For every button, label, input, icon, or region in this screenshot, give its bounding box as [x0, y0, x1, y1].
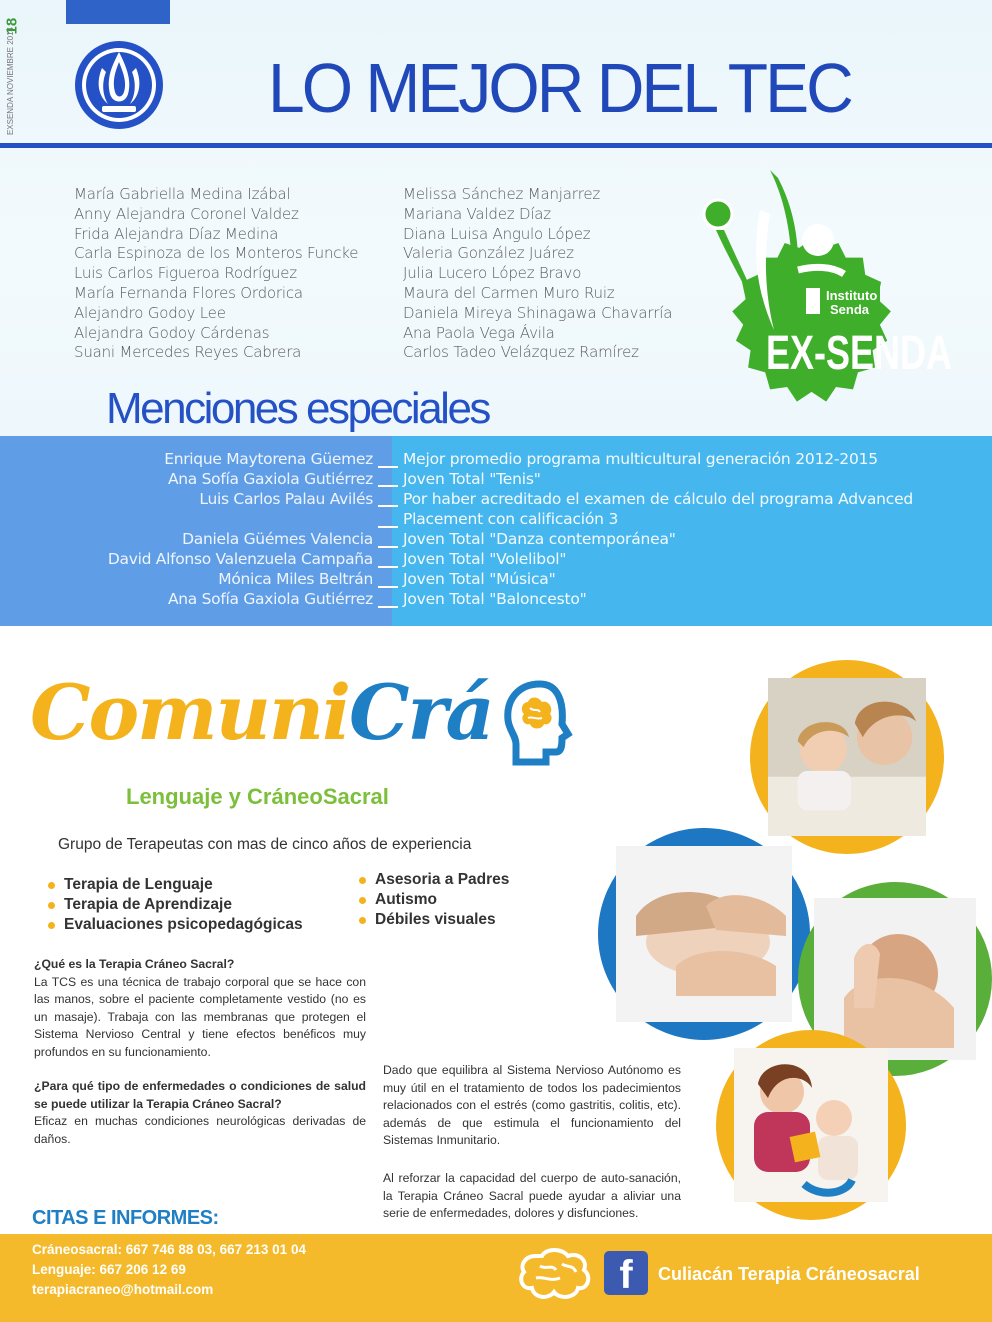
honor-name: Frida Alejandra Díaz Medina: [74, 224, 279, 243]
mention-dash: [378, 586, 398, 588]
logo-part-1: Comuni: [30, 668, 349, 757]
honor-name: Carla Espinoza de los Monteros Funcke: [74, 244, 359, 263]
mention-dash: [378, 466, 398, 468]
service-item: [359, 910, 509, 930]
experience-line: Grupo de Terapeutas con mas de cinco años de experiencia: [58, 836, 472, 853]
honor-name: María Gabriella Medina Izábal: [74, 185, 291, 203]
mention-award: Mejor promedio programa multicultural generación 2012-2015: [403, 450, 878, 468]
faq-what-is: [34, 956, 366, 1061]
menciones-band: [0, 436, 992, 626]
mention-dash: [378, 485, 398, 487]
ad-subtitle: Lenguaje y CráneoSacral: [126, 784, 389, 809]
mention-award: Joven Total "Música": [403, 570, 556, 588]
photo-mother-baby-toy: [716, 1030, 906, 1220]
side-caption: EXSENDA NOVIEMBRE 2014: [6, 26, 15, 136]
top-blue-tab: [66, 0, 170, 24]
photo-mother-child: [750, 660, 944, 854]
mention-name: Ana Sofía Gaxiola Gutiérrez: [167, 470, 373, 488]
honor-names-left: [74, 185, 358, 363]
honor-name: Melissa Sánchez Manjarrez: [403, 185, 601, 203]
page-title: LO MEJOR DEL TEC: [268, 49, 851, 127]
honor-name: Valeria González Juárez: [403, 244, 574, 263]
citas-title: CITAS E INFORMES:: [32, 1207, 219, 1229]
tec-flame-logo-icon: [72, 38, 166, 132]
bullet-icon: [48, 902, 55, 909]
honor-name: Luis Carlos Figueroa Rodríguez: [74, 264, 297, 283]
mention-award: Joven Total "Tenis": [403, 470, 541, 488]
service-item: [48, 915, 303, 935]
badge-main-text: EX-SENDA: [766, 326, 952, 380]
mention-name: Daniela Güémes Valencia: [182, 530, 373, 548]
mention-dash: [378, 606, 398, 608]
service-label: Autismo: [375, 891, 437, 908]
mention-name: David Alfonso Valenzuela Campaña: [107, 550, 373, 568]
mention-award: Joven Total "Baloncesto": [403, 590, 587, 608]
faq-question: ¿Para qué tipo de enfermedades o condiciones de salud se puede utilizar la Terapia Cráneo Sacral?: [34, 1079, 366, 1111]
mention-dash: [378, 546, 398, 548]
services-left: [48, 875, 303, 935]
facebook-page-name[interactable]: Culiacán Terapia Cráneosacral: [658, 1264, 920, 1284]
benefit-paragraph: Dado que equilibra al Sistema Nervioso Autónomo es muy útil en el tratamiento de todos los padecimientos relacionados con el estrés (como gastritis, colitis, etc). además de que estimula el funcionamiento del Sistemas Inmunitario.: [383, 1063, 681, 1147]
head-brain-icon: [500, 680, 574, 764]
honor-name: Carlos Tadeo Velázquez Ramírez: [403, 343, 639, 362]
honor-name: Suani Mercedes Reyes Cabrera: [74, 343, 302, 362]
service-label: Débiles visuales: [375, 911, 496, 928]
mention-name: Mónica Miles Beltrán: [218, 570, 373, 588]
honor-name: Ana Paola Vega Ávila: [403, 323, 555, 342]
bullet-icon: [48, 882, 55, 889]
page-number: 18: [3, 17, 21, 35]
mention-name: Luis Carlos Palau Avilés: [199, 490, 373, 508]
honor-name: Alejandro Godoy Lee: [74, 303, 226, 322]
logo-part-2: Crá: [348, 668, 493, 757]
facebook-icon[interactable]: f: [604, 1251, 648, 1295]
title-divider: [0, 143, 992, 148]
service-label: Asesoria a Padres: [375, 871, 510, 888]
menciones-title: Menciones especiales: [106, 384, 489, 433]
bullet-icon: [359, 917, 366, 924]
services-right: [359, 870, 509, 930]
contact-email[interactable]: terapiacraneo@hotmail.com: [32, 1282, 214, 1297]
mention-award: Joven Total "Danza contemporánea": [403, 530, 676, 548]
benefit-paragraph: Al reforzar la capacidad del cuerpo de auto-sanación, la Terapia Cráneo Sacral puede ayudar a aliviar una serie de enfermedades, dolores y disfunciones.: [383, 1171, 681, 1220]
honor-names-right: [403, 185, 672, 363]
mention-name: Enrique Maytorena Güemez: [164, 450, 373, 468]
bullet-icon: [359, 897, 366, 904]
faq-question: ¿Qué es la Terapia Cráneo Sacral?: [34, 957, 235, 971]
mention-dash: [378, 566, 398, 568]
service-item: [48, 895, 303, 915]
bullet-icon: [359, 877, 366, 884]
mention-dash: [378, 505, 398, 507]
service-item: [359, 890, 509, 910]
mention-award: Placement con calificación 3: [403, 510, 619, 528]
service-label: Evaluaciones psicopedagógicas: [64, 916, 303, 933]
service-item: [48, 875, 303, 895]
mention-award: Joven Total "Volelibol": [403, 550, 567, 568]
service-item: [359, 870, 509, 890]
mention-award: Por haber acreditado el examen de cálculo del programa Advanced: [403, 490, 914, 508]
service-label: Terapia de Aprendizaje: [64, 896, 232, 913]
mention-name: Ana Sofía Gaxiola Gutiérrez: [167, 590, 373, 608]
honor-name: Mariana Valdez Díaz: [403, 204, 551, 223]
mention-dash: [378, 526, 398, 528]
bullet-icon: [48, 922, 55, 929]
contact-craneosacral: Cráneosacral: 667 746 88 03, 667 213 01 04: [32, 1242, 306, 1257]
honor-name: Anny Alejandra Coronel Valdez: [74, 204, 299, 223]
comunicra-logo: [30, 668, 493, 757]
badge-line1: Instituto: [826, 288, 878, 303]
faq-conditions: [34, 1078, 366, 1148]
honor-name: Diana Luisa Angulo López: [403, 224, 591, 243]
brain-icon: [516, 1248, 592, 1302]
badge-line2: Senda: [830, 302, 870, 317]
ex-senda-badge-icon: [694, 170, 952, 410]
service-label: Terapia de Lenguaje: [64, 876, 213, 893]
faq-answer: La TCS es una técnica de trabajo corporal que se hace con las manos, sobre el paciente completamente vestido (no es un masaje). Trabaja con las membranas que protegen el Sistema Nervioso Central y tiene efectos benéficos muy profundos en su funcionamiento.: [34, 974, 366, 1059]
faq-answer: Eficaz en muchas condiciones neurológicas derivadas de daños.: [34, 1114, 366, 1146]
honor-name: Maura del Carmen Muro Ruiz: [403, 283, 615, 302]
honor-name: Daniela Mireya Shinagawa Chavarría: [403, 303, 673, 322]
contact-lenguaje: Lenguaje: 667 206 12 69: [32, 1262, 186, 1277]
honor-name: Julia Lucero López Bravo: [403, 264, 582, 283]
honor-name: Alejandra Godoy Cárdenas: [74, 323, 270, 342]
honor-name: María Fernanda Flores Ordorica: [74, 283, 303, 302]
photo-cranial-therapy: [598, 828, 810, 1040]
